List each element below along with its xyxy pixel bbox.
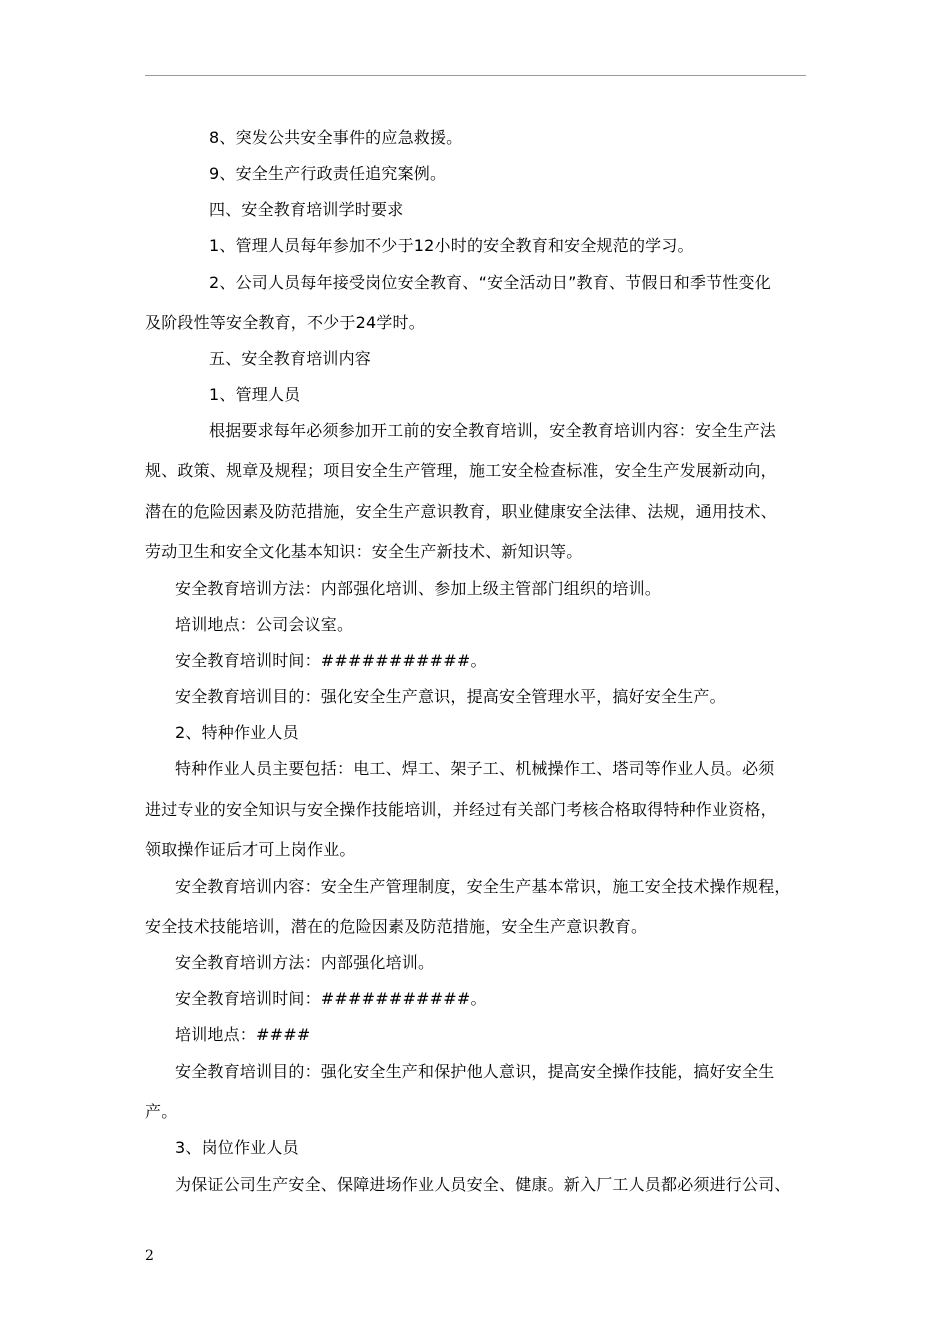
subheading-special-workers: 2、特种作业人员 [175,723,299,742]
line-23: 安全教育培训方法：内部强化培训。 [175,953,435,972]
line-15: 安全教育培训时间：###########。 [175,651,487,670]
line-20: 领取操作证后才可上岗作业。 [145,840,356,859]
line-24: 安全教育培训时间：###########。 [175,989,487,1008]
section-heading-5: 五、安全教育培训内容 [209,349,372,368]
line-10: 规、政策、规章及规程；项目安全生产管理，施工安全检查标准，安全生产发展新动向， [145,461,777,480]
subheading-post-workers: 3、岗位作业人员 [175,1138,299,1157]
subheading-managers: 1、管理人员 [209,385,301,404]
section-heading-4: 四、安全教育培训学时要求 [209,200,404,219]
line-19: 进过专业的安全知识与安全操作技能培训，并经过有关部门考核合格取得特种作业资格， [145,800,777,819]
line-4: 1、管理人员每年参加不少于12小时的安全教育和安全规范的学习。 [209,236,694,255]
line-11: 潜在的危险因素及防范措施，安全生产意识教育，职业健康安全法律、法规，通用技术、 [145,502,777,521]
line-29: 为保证公司生产安全、保障进场作业人员安全、健康。新入厂工人员都必须进行公司、 [175,1175,791,1194]
line-1: 8、突发公共安全事件的应急救援。 [209,128,463,147]
page-number: 2 [145,1248,154,1264]
line-9: 根据要求每年必须参加开工前的安全教育培训，安全教育培训内容：安全生产法 [209,421,777,440]
line-2: 9、安全生产行政责任追究案例。 [209,164,447,183]
line-16: 安全教育培训目的：强化安全生产意识，提高安全管理水平，搞好安全生产。 [175,687,726,706]
line-25: 培训地点：#### [175,1025,311,1044]
line-13: 安全教育培训方法：内部强化培训、参加上级主管部门组织的培训。 [175,579,662,598]
line-14: 培训地点：公司会议室。 [175,615,354,634]
line-12: 劳动卫生和安全文化基本知识：安全生产新技术、新知识等。 [145,542,583,561]
line-18: 特种作业人员主要包括：电工、焊工、架子工、机械操作工、塔司等作业人员。必须 [175,759,775,778]
line-26: 安全教育培训目的：强化安全生产和保护他人意识，提高安全操作技能，搞好安全生 [175,1062,775,1081]
header-rule [145,75,806,76]
line-27: 产。 [145,1102,178,1121]
line-22: 安全技术技能培训，潜在的危险因素及防范措施，安全生产意识教育。 [145,917,648,936]
line-6: 及阶段性等安全教育，不少于24学时。 [145,313,425,332]
line-21: 安全教育培训内容：安全生产管理制度，安全生产基本常识，施工安全技术操作规程， [175,877,791,896]
line-5: 2、公司人员每年接受岗位安全教育、“安全活动日”教育、节假日和季节性变化 [209,273,771,292]
